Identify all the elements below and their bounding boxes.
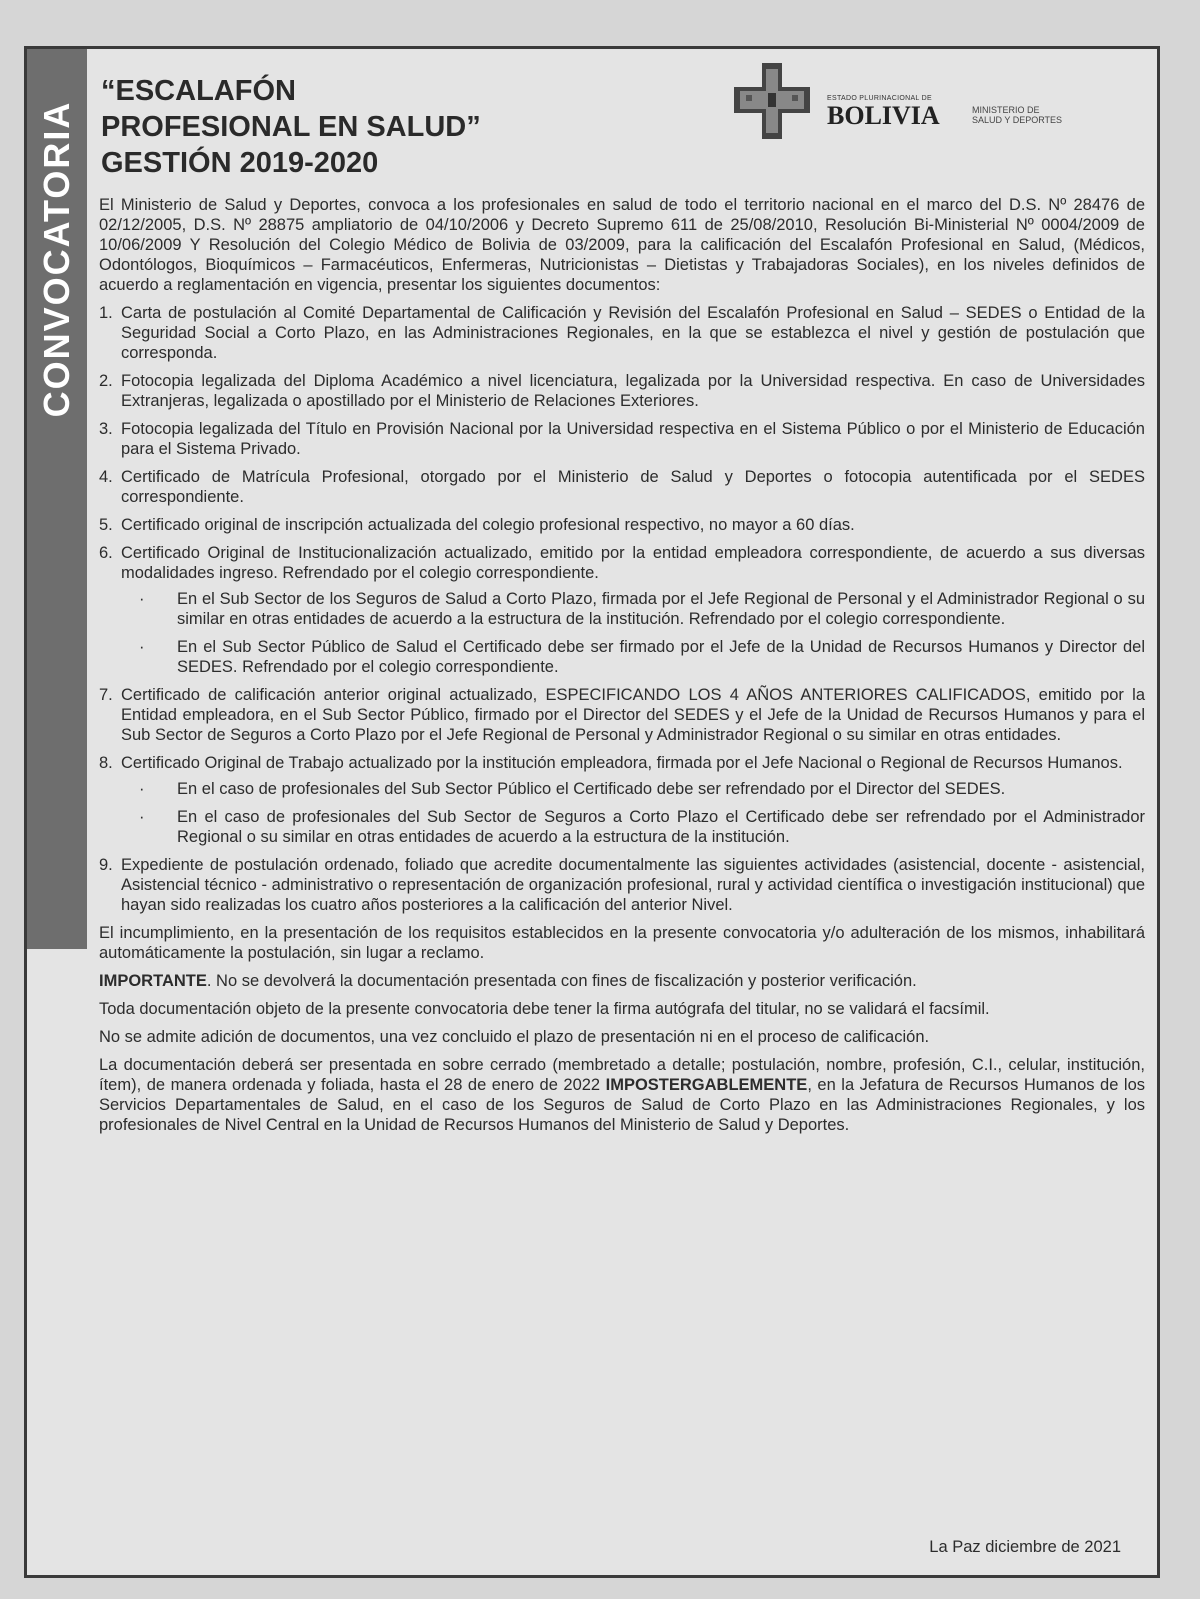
item-number: 2. — [99, 372, 113, 390]
item-text: Expediente de postulación ordenado, foliado que acredite documentalmente las siguientes actividades (asistencial, docente - asistencial, Asistencial técnico - administrativo o representación de organización profesional, rural y actividad científica o investigación institucional) que hayan sido realizadas los cuatro años posteriores a la calificación del anterior Nivel. — [121, 856, 1145, 914]
incumplimiento-paragraph: El incumplimiento, en la presentación de los requisitos establecidos en la presente convocatoria y/o adulteración de los mismos, inhabilitará automáticamente la postulación, sin lugar a reclamo. — [99, 924, 1145, 962]
sub-bullet-list — [121, 589, 1145, 677]
sub-bullet — [121, 779, 1145, 799]
sub-bullet — [121, 589, 1145, 629]
item-number: 8. — [99, 754, 113, 772]
item-text: Fotocopia legalizada del Título en Provisión Nacional por la Universidad respectiva en el Sistema Público o por el Ministerio de Educación para el Sistema Privado. — [121, 420, 1145, 458]
bolivia-text: BOLIVIA — [827, 101, 940, 130]
item-number: 9. — [99, 856, 113, 874]
document-frame — [24, 46, 1160, 1578]
page-title — [101, 73, 481, 181]
list-item — [99, 543, 1145, 677]
document-body — [99, 195, 1145, 1143]
importante-label: IMPORTANTE — [99, 972, 207, 990]
ministry-logo — [732, 61, 1102, 141]
bullet-text: En el caso de profesionales del Sub Sector de Seguros a Corto Plazo el Certificado debe ser refrendado por el Administrador Regional o su similar en otras entidades de acuerdo a la estructura de la institución. — [177, 808, 1145, 846]
title-line-3: GESTIÓN 2019-2020 — [101, 147, 379, 179]
sidebar-label: CONVOCATORIA — [36, 100, 77, 418]
list-item — [99, 467, 1145, 507]
bullet-icon: · — [139, 808, 145, 826]
title-line-2: PROFESIONAL EN SALUD” — [101, 111, 481, 143]
estado-text: ESTADO PLURINACIONAL DE — [827, 95, 932, 102]
list-item — [99, 855, 1145, 915]
adicion-paragraph: No se admite adición de documentos, una vez concluido el plazo de presentación ni en el proceso de calificación. — [99, 1028, 930, 1046]
presentacion-text-c: , en la Jefatura de Recursos Humanos de los Servicios Departamentales de Salud, en el caso de los Seguros de Salud de Corto Plazo en las Administraciones Regionales, y los profesionales de Nivel Central en la Unidad de Recursos Humanos del Ministerio de Salud y Deportes. — [99, 1076, 1145, 1134]
presentacion-emphasis: IMPOSTERGABLEMENTE — [605, 1076, 808, 1094]
item-text-b: ESPECIFICANDO LOS 4 AÑOS ANTERIORES CALIFICADOS — [545, 686, 1026, 704]
bullet-icon: · — [139, 590, 145, 608]
requirements-list — [99, 303, 1145, 915]
bullet-icon: · — [139, 638, 145, 656]
intro-paragraph: El Ministerio de Salud y Deportes, convoca a los profesionales en salud de todo el territorio nacional en el marco del D.S. Nº 28476 de 02/12/2005, D.S. Nº 28875 ampliatorio de 04/10/2006 y Decreto Supremo 611 de 25/08/2010, Resolución Bi-Ministerial Nº 0004/2009 de 10/06/2009 Y Resolución del Colegio Médico de Bolivia de 03/2009, para la calificación del Escalafón Profesional en Salud, (Médicos, Odontólogos, Bioquímicos – Farmacéuticos, Enfermeras, Nutricionistas – Dietistas y Trabajadoras Sociales), en los niveles definidos de acuerdo a reglamentación en vigencia, presentar los siguientes documentos: — [99, 196, 1145, 294]
item-text: Certificado Original de Trabajo actualizado por la institución empleadora, firmada por el Jefe Nacional o Regional de Recursos Humanos. — [121, 754, 1123, 772]
date-footer: La Paz diciembre de 2021 — [929, 1538, 1121, 1556]
item-text: Certificado de Matrícula Profesional, otorgado por el Ministerio de Salud y Deportes o fotocopia autentificada por el SEDES correspondiente. — [121, 468, 1145, 506]
item-text: Fotocopia legalizada del Diploma Académico a nivel licenciatura, legalizada por la Universidad respectiva. En caso de Universidades Extranjeras, legalizada o apostillado por el Ministerio de Relaciones Exteriores. — [121, 372, 1145, 410]
bullet-icon: · — [139, 780, 145, 798]
bullet-text: En el caso de profesionales del Sub Sector Público el Certificado debe ser refrendado por el Director del SEDES. — [177, 780, 1006, 798]
list-item — [99, 515, 1145, 535]
presentacion-paragraph — [99, 1055, 1145, 1135]
item-text: Certificado original de inscripción actualizada del colegio profesional respectivo, no mayor a 60 días. — [121, 516, 855, 534]
title-line-1: “ESCALAFÓN — [101, 75, 296, 107]
item-text-c: , emitido por la Entidad empleadora, en el Sub Sector Público, firmado por el Director del SEDES y el Jefe de la Unidad de Recursos Humanos y para el Sub Sector de Seguros a Corto Plazo por el Jefe Regional de Personal y Administrador Regional o su similar en otras entidades. — [121, 686, 1145, 744]
sidebar-band — [27, 49, 87, 949]
item-number: 6. — [99, 544, 113, 562]
importante-paragraph — [99, 971, 1145, 991]
presentacion-text-a: La documentación deberá ser presentada en sobre cerrado (membretado a detalle; postulación, nombre, profesión, C.I., celular, institución, ítem), de manera ordenada y foliada, hasta el 28 de enero de 2022 — [99, 1056, 1145, 1094]
item-number: 3. — [99, 420, 113, 438]
sub-bullet — [121, 807, 1145, 847]
bullet-text: En el Sub Sector de los Seguros de Salud a Corto Plazo, firmada por el Jefe Regional de Personal y el Administrador Regional o su similar en otras entidades de acuerdo a la estructura de la institución. Refrendado por el colegio correspondiente. — [177, 590, 1145, 628]
item-number: 5. — [99, 516, 113, 534]
item-text: Carta de postulación al Comité Departamental de Calificación y Revisión del Escalafón Profesional en Salud – SEDES o Entidad de la Seguridad Social a Corto Plazo, en las Administraciones Regionales, en la que se establezca el nivel y gestión de postulación que corresponda. — [121, 304, 1145, 362]
list-item — [99, 685, 1145, 745]
ministry-line-1: MINISTERIO DE — [972, 105, 1040, 115]
list-item — [99, 419, 1145, 459]
list-item — [99, 371, 1145, 411]
sub-bullet — [121, 637, 1145, 677]
item-number: 1. — [99, 304, 113, 322]
importante-text: . No se devolverá la documentación presentada con fines de fiscalización y posterior verificación. — [206, 972, 917, 990]
bolivia-seal-icon — [732, 61, 812, 141]
list-item — [99, 753, 1145, 847]
item-number: 7. — [99, 686, 113, 704]
firma-paragraph: Toda documentación objeto de la presente convocatoria debe tener la firma autógrafa del titular, no se validará el facsímil. — [99, 1000, 990, 1018]
sub-bullet-list — [121, 779, 1145, 847]
ministry-name — [972, 105, 1062, 125]
item-text: Certificado Original de Institucionalización actualizado, emitido por la entidad empleadora correspondiente, de acuerdo a sus diversas modalidades ingreso. Refrendado por el colegio correspondiente. — [121, 544, 1145, 582]
ministry-line-2: SALUD Y DEPORTES — [972, 115, 1063, 125]
item-text-a: Certificado de calificación anterior original actualizado, — [121, 686, 546, 704]
item-number: 4. — [99, 468, 113, 486]
bullet-text: En el Sub Sector Público de Salud el Certificado debe ser firmado por el Jefe de la Unidad de Recursos Humanos y Director del SEDES. Refrendado por el colegio correspondiente. — [177, 638, 1145, 676]
list-item — [99, 303, 1145, 363]
